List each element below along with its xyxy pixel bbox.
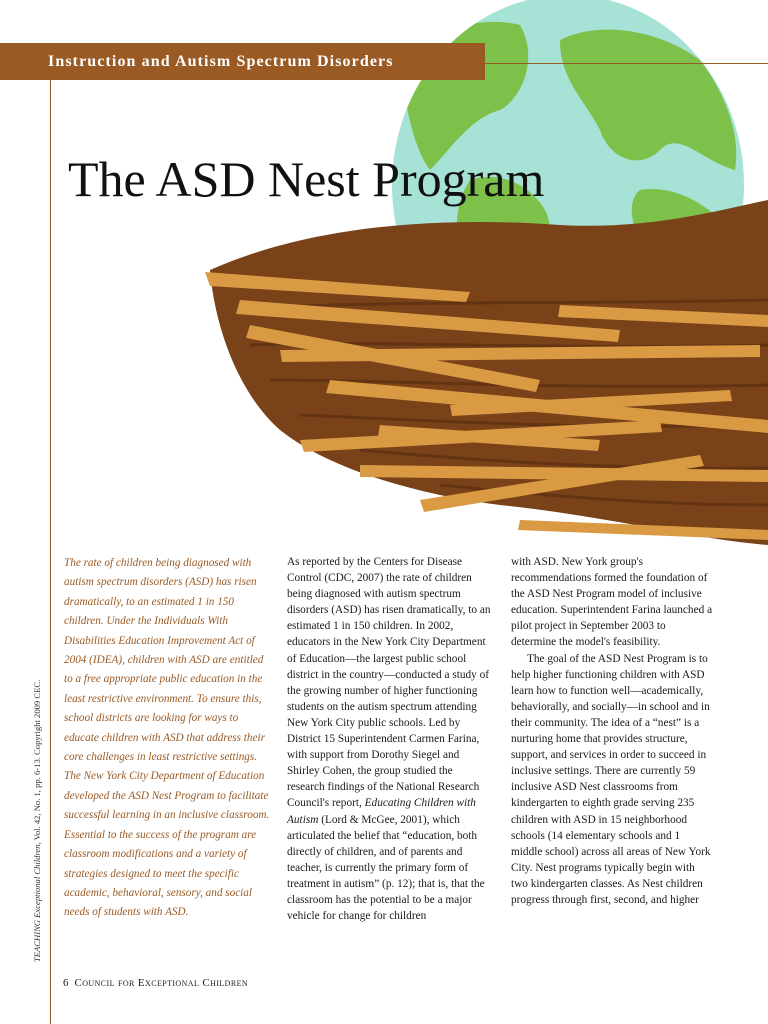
citation-sidebar	[32, 680, 42, 962]
left-margin-rule	[50, 80, 51, 1024]
publisher-name: Council for Exceptional Children	[74, 977, 249, 989]
page-number: 6	[63, 977, 69, 989]
body-text: (Lord & McGee, 2001), which articulated the belief that “education, both directly of children, and of parents and teacher, is currently the primary form of treatment in autism” (p. 12); that is, that the classroom has the potential to be a major vehicle for change for children	[287, 813, 485, 923]
body-text: As reported by the Centers for Disease Control (CDC, 2007) the rate of children being diagnosed with autism spectrum disorders (ASD) has risen dramatically, to an estimated 1 in 150 children. In 2002, educators in the New York City Department of Education—the largest public school district in the country—conducted a study of the growing number of higher functioning students on the autism spectrum attending New York City public schools. Led by District 15 Superintendent Carmen Farina, with support from Dorothy Siegel and Shirley Cohen, the group studied the research findings of the National Research Council's report,	[287, 556, 491, 810]
body-paragraph: with ASD. New York group's recommendations formed the foundation of the ASD Nest Program model of inclusive education. Superintendent Farina launched a pilot project in September 2003 to determine the model's feasibility.	[511, 556, 713, 649]
body-column-3	[511, 554, 713, 908]
citation-journal: TEACHING Exceptional Children	[32, 844, 42, 962]
header-rule	[485, 63, 768, 64]
article-title: The ASD Nest Program	[68, 151, 545, 207]
citation-details: , Vol. 42, No. 1, pp. 6-13. Copyright 2009 CEC.	[32, 679, 42, 845]
straw-nest	[205, 200, 768, 545]
body-paragraph: The goal of the ASD Nest Program is to help higher functioning children with ASD learn how to function well—academically, behaviorally, and socially—in school and in their community. The idea of a “nest” is a nurturing home that provides structure, support, and services in order to succeed in inclusive settings. There are currently 59 inclusive ASD Nest classrooms from kindergarten to eighth grade serving 235 children with ASD in 15 neighborhood schools (14 elementary schools and 1 middle school) across all areas of New York City. Nest programs typically begin with two kindergarten classes. As Nest children progress through first, second, and higher	[511, 652, 711, 906]
section-label: Instruction and Autism Spectrum Disorders	[48, 53, 394, 70]
body-paragraph	[287, 554, 493, 924]
body-column-2	[287, 554, 493, 924]
page-footer	[63, 977, 248, 989]
abstract-text: The rate of children being diagnosed with autism spectrum disorders (ASD) has risen dramatically, to an estimated 1 in 150 children. Under the Individuals With Disabilities Education Improvement Act of 2004 (IDEA), children with ASD are entitled to a free appropriate public education in the least restrictive environment. To ensure this, school districts are looking for ways to educate children with ASD that address their core challenges in least restrictive settings. The New York City Department of Education developed the ASD Nest Program to facilitate successful learning in an inclusive classroom. Essential to the success of the program are classroom modifications and a variety of strategies designed to meet the specific academic, behavioral, sensory, and social needs of students with ASD.	[64, 557, 270, 919]
book-title: Educating Children with Autism	[287, 797, 476, 826]
abstract-column	[64, 554, 274, 923]
section-header-bar	[0, 43, 485, 80]
